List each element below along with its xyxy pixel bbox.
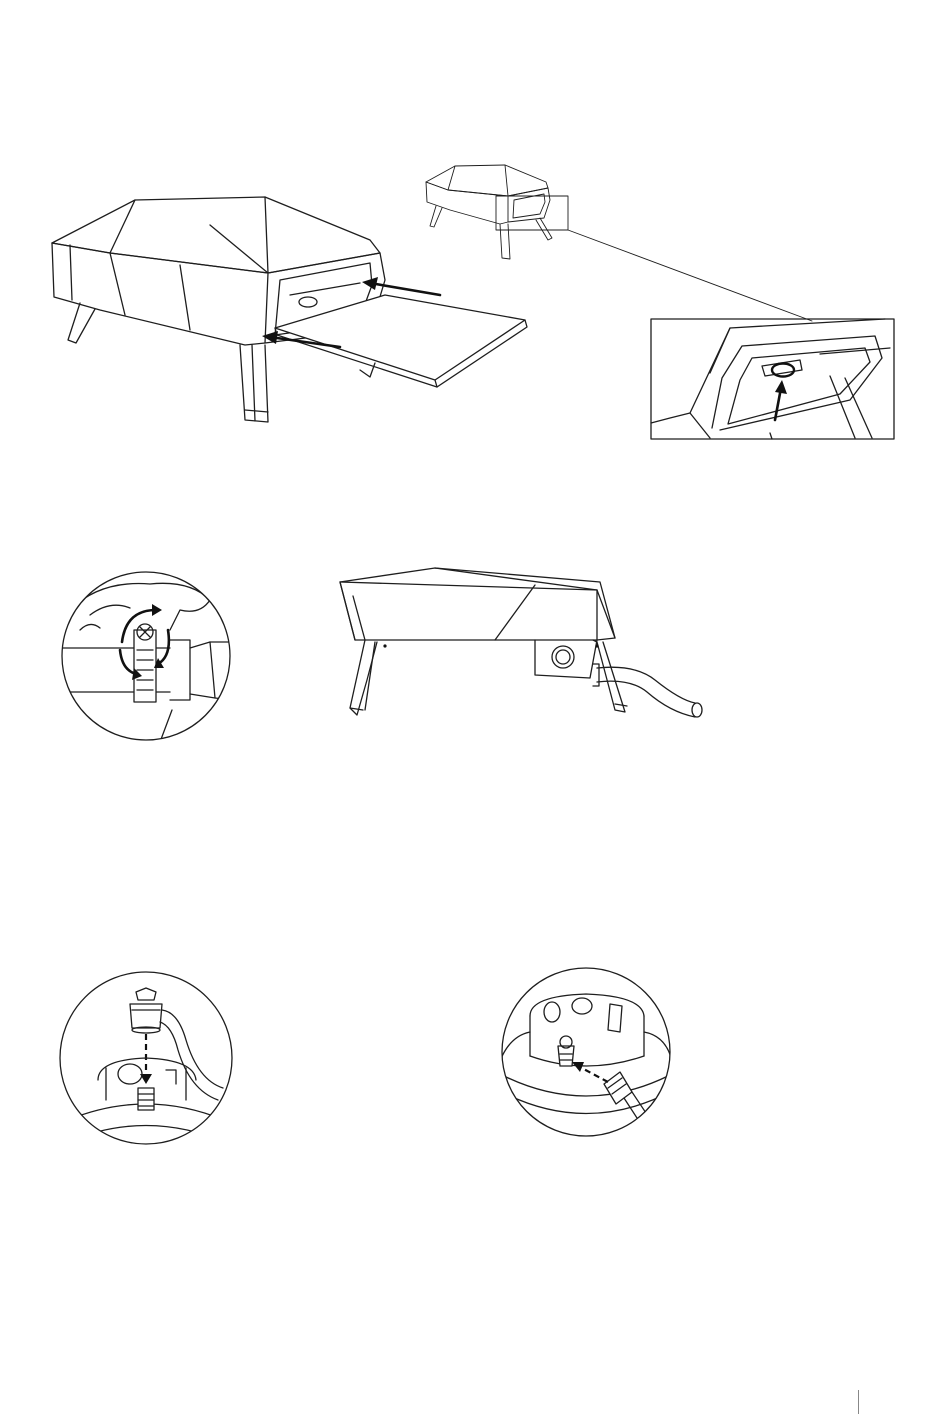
callout-line-svg — [560, 225, 820, 325]
callout-line — [560, 225, 820, 325]
hose-clamp-detail-figure — [60, 570, 232, 742]
oven-side-view-figure — [335, 560, 715, 720]
regulator-cylinder-illustration — [58, 970, 234, 1146]
hose-clamp-detail-illustration — [60, 570, 232, 742]
page-number-marker — [858, 1390, 873, 1414]
oven-side-view-illustration — [335, 560, 715, 720]
cylinder-valve-illustration — [500, 966, 672, 1138]
oven-overview-illustration — [420, 160, 580, 270]
cylinder-valve-figure — [500, 966, 672, 1138]
inner-detail-inset-illustration — [650, 318, 895, 440]
oven-overview-figure — [420, 160, 580, 270]
inner-detail-inset-figure — [650, 318, 895, 440]
regulator-cylinder-figure — [58, 970, 234, 1146]
